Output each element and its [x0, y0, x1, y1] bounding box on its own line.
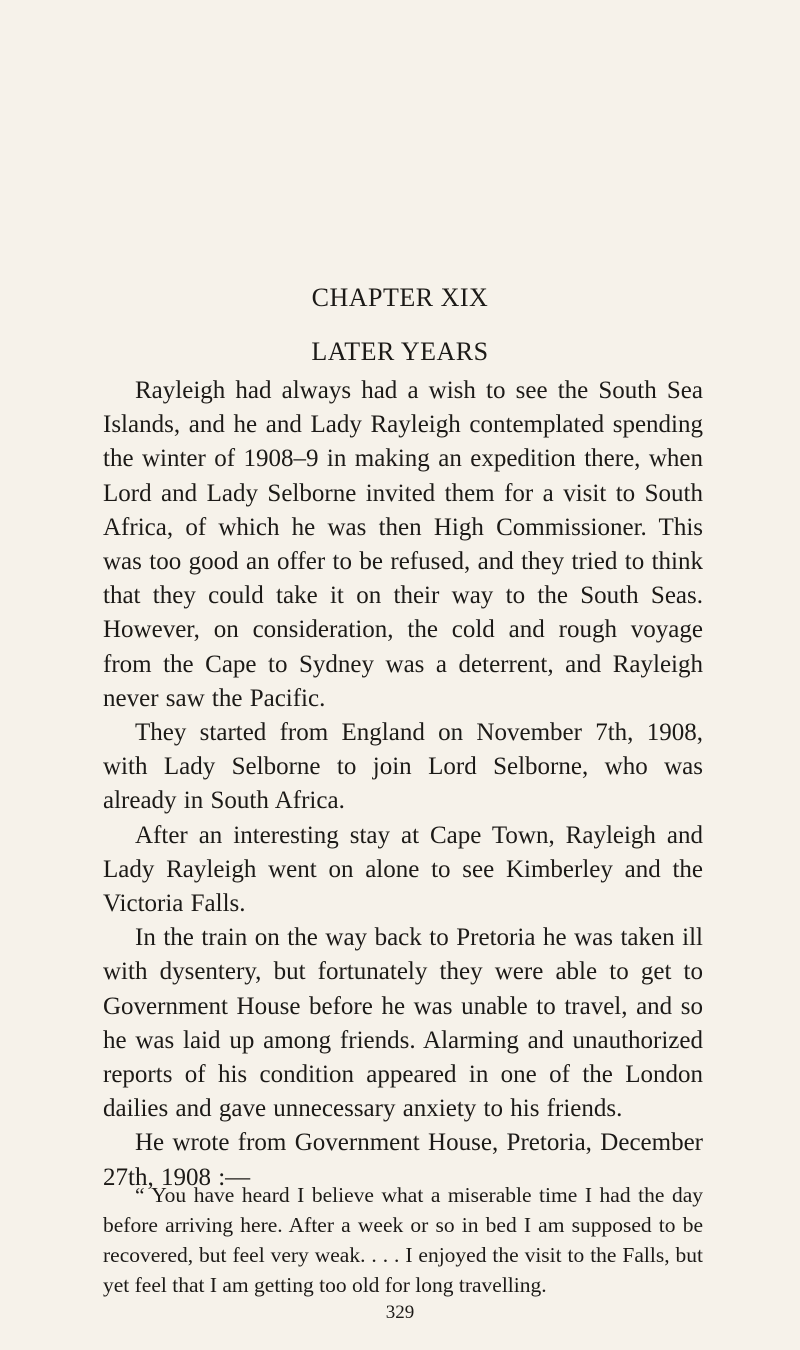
- letter-quote: “ You have heard I believe what a miserable time I had the day before arriving here. After a week or so in bed I am supposed to be recovered, but feel very weak. . . . I enjoyed the visit to the Falls, but yet feel that I am getting too old for long travelling.: [103, 1183, 703, 1297]
- paragraph: He wrote from Government House, Pretoria, December 27th, 1908 :—: [103, 1129, 703, 1191]
- paragraph: Rayleigh had always had a wish to see the South Sea Islands, and he and Lady Rayleigh contemplated spending the winter of 1908–9 in making an expedition there, when Lord and Lady Selborne invited them for a visit to South Africa, of which he was then High Commissioner. This was too good an offer to be refused, and they tried to think that they could take it on their way to the South Seas. However, on consideration, the cold and rough voyage from the Cape to Sydney was a deterrent, and Rayleigh never saw the Pacific.: [103, 377, 703, 712]
- body-text: [103, 374, 703, 1195]
- page-number: 329: [385, 1302, 415, 1323]
- paragraph: In the train on the way back to Pretoria he was taken ill with dysentery, but fortunately they were able to get to Government House before he was unable to travel, and so he was laid up among friends. Alarming and unauthorized reports of his condition appeared in one of the London dailies and gave unnecessary anxiety to his friends.: [103, 924, 703, 1123]
- paragraph: After an interesting stay at Cape Town, Rayleigh and Lady Rayleigh went on alone to see Kimberley and the Victoria Falls.: [103, 821, 703, 918]
- chapter-number: CHAPTER XIX: [311, 283, 489, 312]
- chapter-title: LATER YEARS: [311, 337, 489, 366]
- paragraph: They started from England on November 7th, 1908, with Lady Selborne to join Lord Selborne, who was already in South Africa.: [103, 719, 703, 815]
